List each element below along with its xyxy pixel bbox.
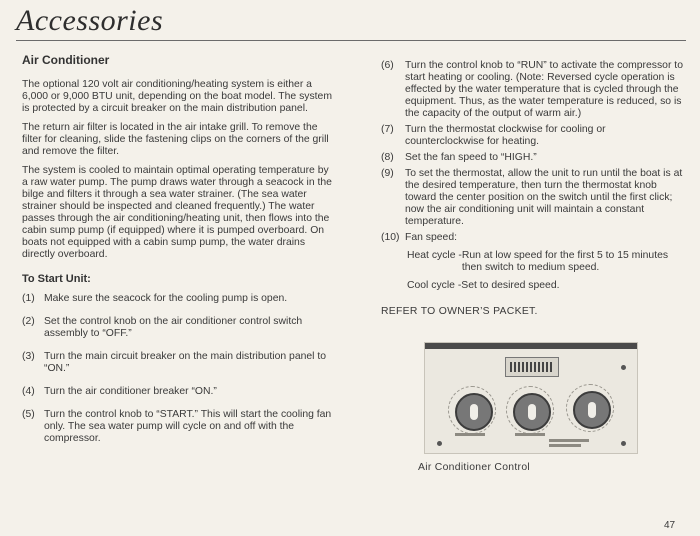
paragraph-intro: The optional 120 volt air conditioning/heating system is either a 6,000 or 9,000 BTU unit, depending on the boat model. The system is protected by a circuit breaker on the main distribution panel.	[22, 79, 332, 114]
section-heading-air-conditioner: Air Conditioner	[22, 53, 110, 67]
list-item	[381, 232, 683, 244]
step-text: Turn the control knob to “START.” This will start the cooling fan only. The sea water pump will cycle on and off with the compressor.	[44, 409, 332, 444]
fan-speed-cool-cycle	[407, 280, 683, 292]
panel-top-bar	[425, 343, 637, 349]
step-number: (1)	[22, 293, 35, 304]
list-item	[22, 351, 334, 375]
screw-icon	[621, 441, 626, 446]
list-item	[381, 60, 683, 120]
list-item	[22, 409, 334, 445]
fan-speed-heat-cycle	[407, 250, 683, 274]
fan-cycle-value: Run at low speed for the first 5 to 15 minutes then switch to medium speed.	[461, 250, 669, 273]
paragraph-filter: The return air filter is located in the air intake grill. To remove the filter for cleaning, slide the fastening clips on the corners of the grill and remove the filter.	[22, 122, 329, 157]
fan-knob-icon	[573, 391, 611, 429]
step-number: (7)	[381, 124, 394, 135]
panel-fine-print	[549, 439, 589, 442]
step-number: (2)	[22, 316, 35, 327]
step-number: (5)	[22, 409, 35, 420]
step-text: Set the control knob on the air conditioner control switch assembly to “OFF.”	[44, 316, 303, 339]
refer-note: REFER TO OWNER’S PACKET.	[381, 306, 538, 317]
step-text: To set the thermostat, allow the unit to run until the boat is at the desired temperature, then turn the thermostat knob toward the center position on the switch until the first click; now the air conditioning unit will maintain a constant temperature.	[405, 168, 683, 227]
fan-cycle-label: Cool cycle -	[407, 280, 462, 291]
right-column	[381, 60, 683, 318]
step-text: Turn the air conditioner breaker “ON.”	[44, 386, 217, 397]
air-conditioner-control-image	[424, 342, 638, 454]
panel-logo	[505, 357, 559, 377]
step-text: Turn the thermostat clockwise for cooling or counterclockwise for heating.	[405, 124, 606, 147]
panel-fine-print	[455, 433, 485, 436]
step-number: (8)	[381, 152, 394, 163]
control-knob-icon	[455, 393, 493, 431]
screw-icon	[621, 365, 626, 370]
step-text: Fan speed:	[405, 232, 457, 243]
step-number: (4)	[22, 386, 35, 397]
list-item	[22, 386, 334, 398]
step-number: (10)	[381, 232, 400, 243]
panel-fine-print	[549, 444, 581, 447]
title-divider	[16, 40, 686, 41]
logo-stripes	[510, 362, 554, 372]
step-number: (9)	[381, 168, 394, 179]
subheading-to-start-unit: To Start Unit:	[22, 273, 91, 285]
list-item	[381, 152, 683, 164]
step-number: (6)	[381, 60, 394, 71]
screw-icon	[437, 441, 442, 446]
thermostat-knob-icon	[513, 393, 551, 431]
step-text: Turn the control knob to “RUN” to activate the compressor to start heating or cooling. (Note: Reversed cycle operation is effected by the water temperature that is cycled through the equipment. Thus, as the water temperature is reduced, so is the capacity of the output of warm air.)	[405, 60, 683, 119]
page-title: Accessories	[16, 4, 164, 37]
fan-cycle-value: Set to desired speed.	[461, 280, 560, 291]
fan-cycle-label: Heat cycle -	[407, 250, 462, 261]
step-text: Turn the main circuit breaker on the main distribution panel to “ON.”	[44, 351, 327, 374]
step-text: Set the fan speed to “HIGH.”	[405, 152, 537, 163]
left-column	[22, 54, 334, 456]
panel-fine-print	[515, 433, 545, 436]
list-item	[381, 124, 683, 148]
figure-caption: Air Conditioner Control	[418, 462, 531, 473]
list-item	[381, 168, 683, 228]
list-item	[22, 293, 334, 305]
list-item	[22, 316, 334, 340]
step-number: (3)	[22, 351, 35, 362]
paragraph-cooling: The system is cooled to maintain optimal operating temperature by a raw water pump. The pump draws water through a seacock in the bilge and filters it through a sea water strainer. (The sea water strainer should be inspected and cleaned frequently.) The water passes through the air conditioning/heating unit, then flows into the cabin sump pump (if equipped) where it is pumped overboard. On boats not equipped with a cabin sump pump, the water drains directly overboard.	[22, 165, 332, 260]
page-number: 47	[664, 520, 676, 531]
step-text: Make sure the seacock for the cooling pump is open.	[44, 293, 288, 304]
